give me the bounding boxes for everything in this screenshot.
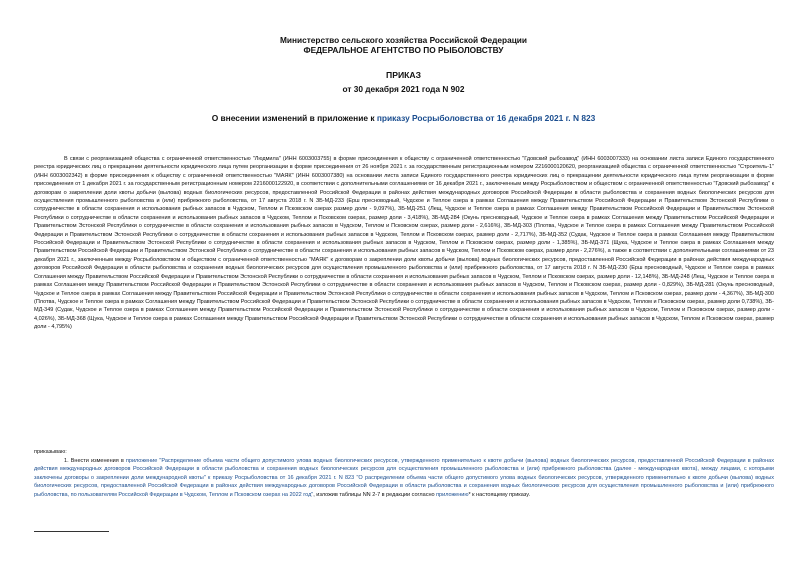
agency-name: ФЕДЕРАЛЬНОЕ АГЕНТСТВО ПО РЫБОЛОВСТВУ <box>303 45 504 55</box>
title-link[interactable]: приказу Росрыболовства от 16 декабря 2021 г. N 823 <box>376 113 596 123</box>
preamble-paragraph: В связи с реорганизацией общества с ограниченной ответственностью "Людмила" (ИНН 6003003755) в форме присоединения к обществу с ограниченной ответственностью "Гдовский рыбозавод" (ИНН 6003007333) на основании листа записи Единого государственного реестра юридических лиц о прекращении деятельности юридического лица путем реорганизации в форме присоединения от 26 ноября 2021 г. за государственным регистрационным номером 2216000120620, реорганизацией общества с ограниченной ответственностью "Строитель-1" (ИНН 6003002342) в форме присоединения к обществу с ограниченной ответственностью "МАЯК" (ИНН 6003007380) на основании листа записи Единого государственного реестра юридических лиц о прекращении деятельности юридического лица путем реорганизации в форме присоединения от 1 декабря 2021 г. за государственным регистрационным номером 2216000122920, в соответствии с дополнительными соглашениями от 16 декабря 2021 г., заключенным между Росрыболовством и обществом с ограниченной ответственностью "Гдовский рыбозавод" к договорам о закреплении доли квоты добычи (вылова) водных биологических ресурсов, предоставленной Российской Федерации в районах действия международных договоров Российской Федерации в области рыболовства и сохранения водных биологических ресурсов для осуществления промышленного рыболовства и (или) прибрежного рыболовства, от 17 августа 2018 г. N ЗБ-МД-233 (Ерш пресноводный, Чудское и Теплое озера в рамках Соглашения между Правительством Российской Федерации и Правительством Эстонской Республики о сотрудничестве в области сохранения и использования рыбных запасов в Чудском, Теплом и Псковском озерах размер доли - 9,097%), ЗБ-МД-251 (Лещ, Чудское и Теплое озера в рамках Соглашения между Правительством Российской Федерации и Правительством Эстонской Республики о сотрудничестве в области сохранения и использования рыбных запасов в Чудском, Теплом и Псковском озерах, размер доли - 3,418%), ЗБ-МД-284 (Окунь пресноводный, Чудское и Теплое озера в рамках Соглашения между Правительством Российской Федерации и Правительством Эстонской Республики о сотрудничестве в области сохранения и использования рыбных запасов в Чудском, Теплом и Псковском озерах, размер доли - 2,616%), ЗБ-МД-303 (Плотва, Чудское и Теплое озера в рамках Соглашения между Правительством Российской Федерации и Правительством Эстонской Республики о сотрудничестве в области сохранения и использования рыбных запасов в Чудском, Теплом и Псковском озерах, размер доли - 2,717%), ЗБ-МД-352 (Судак, Чудское и Теплое озера в рамках Соглашения между Правительством Российской Федерации и Правительством Эстонской Республики о сотрудничестве в области сохранения и использования рыбных запасов в Чудском, Теплом и Псковском озерах, размер доли - 1,385%), ЗБ-МД-371 (Щука, Чудское и Теплое озера в рамках Соглашения между Правительством Российской Федерации и Правительством Эстонской Республики о сотрудничестве в области сохранения и использования рыбных запасов в Чудском, Теплом и Псковском озерах, размер доли - 2,276%), а также в соответствии с дополнительными соглашениями от 23 декабря 2021 г., заключенным между Росрыболовством и обществом с ограниченной ответственностью "МАЯК" к договорам о закреплении доли квоты добычи (вылова) водных биологических ресурсов, предоставленной Российской Федерации в районах действия международных договоров Российской Федерации в области рыболовства и сохранения водных биологических ресурсов для осуществления промышленного рыболовства и (или) прибрежного рыболовства, от 17 августа 2018 г. N ЗБ-МД-230 (Ерш пресноводный, Чудское и Теплое озера в рамках Соглашения между Правительством Российской Федерации и Правительством Эстонской Республики о сотрудничестве в области сохранения и использования рыбных запасов в Чудском, Теплом и Псковском озерах, размер доли - 12,148%), ЗБ-МД-248 (Лещ, Чудское и Теплое озера в рамках Соглашения между Правительством Российской Федерации и Правительством Эстонской Республики о сотрудничестве в области сохранения и использования рыбных запасов в Чудском, Теплом и Псковском озерах, размер доли - 0,829%), ЗБ-МД-281 (Окунь пресноводный, Чудское и Теплое озера в рамках Соглашения между Правительством Российской Федерации и Правительством Эстонской Республики о сотрудничестве в области сохранения и использования рыбных запасов в Чудском, Теплом и Псковском озерах, размер доли - 4,367%), ЗБ-МД-300 (Плотва, Чудское и Теплое озера в рамках Соглашения между Правительством Российской Федерации и Правительством Эстонской Республики о сотрудничестве в области сохранения и использования рыбных запасов в Чудском, Теплом и Псковском озерах, размер доли 0,738%), ЗБ-МД-349 (Судак, Чудское и Теплое озера в рамках Соглашения между Правительством Российской Федерации и Правительством Эстонской Республики о сотрудничестве в области сохранения и использования рыбных запасов в Чудском, Теплом и Псковском озерах, размер доли - 4,026%), ЗБ-МД-368 (Щука, Чудское и Теплое озера в рамках Соглашения между Правительством Российской Федерации и Правительством Эстонской Республики о сотрудничестве в области сохранения и использования рыбных запасов в Чудском, Теплом и Псковском озерах, размер доли - 4,795%) <box>34 156 774 331</box>
ministry-name: Министерство сельского хозяйства Российской Федерации <box>280 35 527 45</box>
title-text: О внесении изменений в приложение к <box>211 113 377 123</box>
footnote-divider <box>34 531 109 532</box>
appendix-link[interactable]: приложение "Распределение объема части общего допустимого улова водных биологических ресурсов, утвержденного применительно к квоте добычи (вылова) водных биологических ресурсов, предоставленной Российской Федерации в районах действия международных договоров Российской Федерации в области рыболовства и сохранения водных биологических ресурсов для осуществления промышленного рыболовства и (или) прибрежного рыболовства (далее - международная квота), между лицами, с которыми заключены договоры о закреплении доли международной квоты" к приказу Росрыболовства от 16 декабря 2021 г. N 823 "О распределении объема части общего допустимого улова водных биологических ресурсов, утвержденного применительно к квоте добычи (вылова) водных биологических ресурсов, предоставленной Российской Федерации в районах действия международных договоров Российской Федерации в области рыболовства и сохранения водных биологических ресурсов для осуществления промышленного рыболовства и (или) прибрежного рыболовства, по пользователям Российской Федерации в Чудском, Теплом и Псковском озерах на 2022 год" <box>34 458 774 498</box>
document-date-number: от 30 декабря 2021 года N 902 <box>342 84 465 94</box>
document-title <box>0 113 807 123</box>
order-word: приказываю: <box>34 449 67 455</box>
appendix-link-2[interactable]: приложению <box>436 491 469 498</box>
document-type: ПРИКАЗ <box>386 70 421 80</box>
item-1-middle: , изложив таблицы NN 2-7 в редакции согласно <box>313 491 437 498</box>
item-1-paragraph <box>34 457 774 499</box>
item-1-suffix: * к настоящему приказу. <box>468 491 530 498</box>
item-1-prefix: 1. Внести изменения в <box>64 458 126 464</box>
